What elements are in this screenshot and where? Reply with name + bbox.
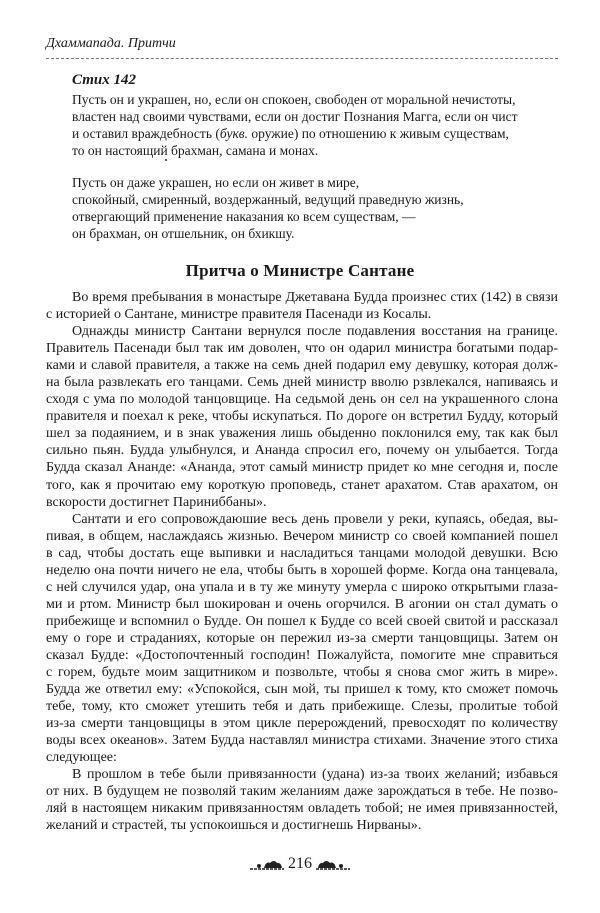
paragraph xyxy=(46,766,558,834)
text-line: с ней случился удар, она упала и в ту же минуту умерла с широко открытыми глаза- xyxy=(46,579,558,595)
text-line: Правитель Пасенади был так им доволен, что он одарил министра богатыми подар- xyxy=(46,341,558,357)
text-line: сказал Будде: «Достопочтенный господин! Пожалуйста, помогите мне справиться xyxy=(46,647,558,663)
text-line: Будда же ответил ему: «Успокойся, сын мой, ты пришел к тому, кто сможет помочь xyxy=(46,682,558,698)
ornament-right-icon xyxy=(316,857,350,871)
verse-line: Пусть он и украшен, но, если он спокоен, свободен от моральной нечистоты, xyxy=(72,92,516,107)
text-line: пивая, в общем, наслаждаясь жизнью. Вечером министр со своей компанией пошел xyxy=(46,528,558,544)
text-line: с горем, будьте моим защитником и позвольте, чтобы я снова смог жить в мире». xyxy=(46,665,558,681)
page-footer xyxy=(0,855,600,873)
text-line: того, как я прочитаю ему короткую проповедь, станет арахатом. Став арахатом, он xyxy=(46,477,558,493)
text-line: в сад, чтобы достать еще выпивки и насладиться танцами молодой девушки. Всю xyxy=(46,545,558,561)
text-line: от них. В будущем не позволяй таким желаниям даже зарождаться в тебе. Не позво- xyxy=(46,784,558,800)
text-line: Сантати и его сопровождаюшие весь день провели у реки, купаясь, обедая, вы- xyxy=(72,511,558,527)
ornament-left-icon xyxy=(250,857,284,871)
text-line: правителя и поехал к реке, чтобы искупаться. По дороге он встретил Будду, который xyxy=(46,409,558,425)
paragraph xyxy=(46,289,558,323)
separator-dot xyxy=(165,159,167,161)
text-line: Будда сказал Ананде: «Ананда, этот самый министр придет ко мне сегодня и, после xyxy=(46,460,558,476)
text-line: сходя с ума по молодой танцовщице. На седьмой день он сел на украшенного слона xyxy=(46,392,558,408)
verse-line: спокойный, смиренный, воздержанный, ведущий праведную жизнь, xyxy=(72,192,464,207)
text-line: шел за подаянием, и в знак уважения лишь обыденно поклонился ему, так как был xyxy=(46,426,558,442)
text-line: Во время пребывания в монастыре Джетавана Будда произнес стих (142) в связи xyxy=(72,290,558,305)
verse-line: властен над своими чувствами, если он достиг Познания Магга, если он чист xyxy=(72,109,518,124)
verse-title: Стих 142 xyxy=(72,72,136,88)
page-number: 216 xyxy=(288,855,312,872)
text-line: на была развлекать его танцами. Семь дней министр вволю рзвлекался, напиваясь и xyxy=(46,375,558,391)
verse-line: Пусть он даже украшен, но если он живет в мире, xyxy=(72,175,360,190)
paragraph xyxy=(46,323,558,511)
verse-line: и оставил враждебность (букв. оружие) по отношению к живым существам, xyxy=(72,126,509,141)
text-line: неделю она почти ничего не ела, чтобы быть в хорошей форме. Когда она танцевала, xyxy=(46,562,558,578)
text-line: ми и ртом. Министр был шокирован и очень огорчился. В агонии он стал думать о xyxy=(46,596,558,612)
verse-prose-translation xyxy=(72,91,518,159)
verse-line: отвергающий применение наказания ко всем существам, — xyxy=(72,209,416,224)
story-body xyxy=(46,289,558,835)
text-line: ляй в настоящем никаким привязанностям овладеть тобой; не имея привязанностей, xyxy=(46,801,558,817)
text-line: тебе, тому, кто сможет утешить тебя и дать прибежище. Слезы, пролитые тобой xyxy=(46,699,558,715)
text-line: ему о горе и страданиях, которые он пережил из-за смерти танцовщицы. Затем он xyxy=(46,630,558,646)
text-line: В прошлом в тебе были привязанности (удана) из-за твоих желаний; избавься xyxy=(72,767,558,783)
header-rule xyxy=(46,58,558,59)
text-line: ками и славой правителя, а также на семь дней подарил ему девушку, которая долж- xyxy=(46,358,558,374)
text-line: прибежище и вспомнил о Будде. Он пошел к Будде со всей своей свитой и рассказал xyxy=(46,613,558,629)
text-line: сильно пьян. Будда улыбнулся, и Ананда спросил его, почему он улыбается. Тогда xyxy=(46,443,558,459)
text-line: желаний и страстей, ты успокоишься и достигнешь Нирваны». xyxy=(46,818,422,834)
text-line: из-за смерти танцовщицы в этом цикле перерождений, превосходят по количеству xyxy=(46,716,558,732)
running-head: Дхаммапада. Притчи xyxy=(46,36,176,51)
text-line: следующее: xyxy=(46,750,117,766)
verse-line: он брахман, он отшельник, он бхикшу. xyxy=(72,226,295,241)
text-line: Однажды министр Сантани вернулся после подавления восстания на границе. xyxy=(72,324,558,340)
verse-line: то он настоящий брахман, самана и монах. xyxy=(72,143,319,158)
text-line: воды всех океанов». Затем Будда наставлял министра стихами. Значение этого стиха xyxy=(46,733,558,749)
text-line: с историей о Сантане, министре правителя Пасенади из Косалы. xyxy=(46,307,432,323)
verse-poetic-translation xyxy=(72,174,464,242)
story-title: Притча о Министре Сантане xyxy=(185,261,415,280)
text-line: вскорости достигнет Париниббаны». xyxy=(46,494,267,510)
paragraph xyxy=(46,511,558,767)
